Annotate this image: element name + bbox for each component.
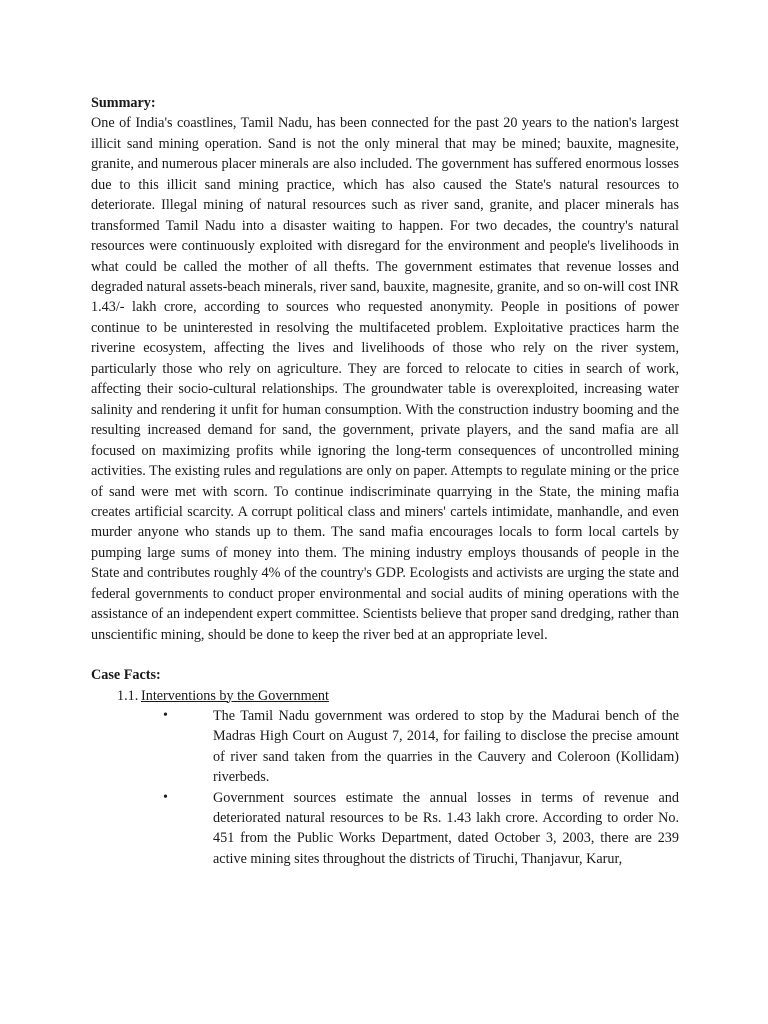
bullet-text: The Tamil Nadu government was ordered to stop by the Madurai bench of the Madras High Court on August 7, 2014, for failing to disclose the precise amount of river sand taken from the quarries in the Cauvery and Coleroon (Kollidam) riverbeds. xyxy=(213,708,679,786)
subsection-number: 1.1. xyxy=(117,687,139,704)
list-item xyxy=(163,706,679,788)
summary-paragraph: One of India's coastlines, Tamil Nadu, has been connected for the past 20 years to the nation's largest illicit sand mining operation. Sand is not the only mineral that may be mined; bauxite, magnesite, granite, and numerous placer minerals are also included. The government has suffered enormous losses due to this illicit sand mining practice, which has also caused the State's natural resources to deteriorate. Illegal mining of natural resources such as river sand, granite, and placer minerals has transformed Tamil Nadu into a disaster waiting to happen. For two decades, the country's natural resources were continuously exploited with disregard for the environment and people's livelihoods in what could be called the mother of all thefts. The government estimates that revenue losses and degraded natural assets-beach minerals, river sand, bauxite, magnesite, granite, and so on-will cost INR 1.43/- lakh crore, according to sources who requested anonymity. People in positions of power continue to be uninterested in resolving the multifaceted problem. Exploitative practices harm the riverine ecosystem, affecting the lives and livelihoods of those who rely on the river system, particularly those who rely on agriculture. They are forced to relocate to cities in search of work, affecting their socio-cultural relationships. The groundwater table is overexploited, increasing water salinity and rendering it unfit for human consumption. With the construction industry booming and the resulting increased demand for sand, the government, private players, and the sand mafia are all focused on maximizing profits while ignoring the long-term consequences of uncontrolled mining activities. The existing rules and regulations are only on paper. Attempts to regulate mining or the price of sand were met with scorn. To continue indiscriminate quarrying in the State, the mining mafia creates artificial scarcity. A corrupt political class and miners' cartels intimidate, manhandle, and even murder anyone who stands up to them. The sand mafia encourages locals to form local cartels by pumping large sums of money into them. The mining industry employs thousands of people in the State and contributes roughly 4% of the country's GDP. Ecologists and activists are urging the state and federal governments to conduct proper environmental and social audits of mining operations with the assistance of an independent expert committee. Scientists believe that proper sand dredging, rather than unscientific mining, should be done to keep the river bed at an appropriate level. xyxy=(91,115,679,643)
list-item xyxy=(163,788,679,870)
bullet-list xyxy=(91,706,679,869)
summary-heading: Summary: xyxy=(91,95,156,111)
case-facts-heading: Case Facts: xyxy=(91,667,161,684)
bullet-text: Government sources estimate the annual losses in terms of revenue and deteriorated natural resources to be Rs. 1.43 lakh crore. According to order No. 451 from the Public Works Department, dated October 3, 2003, there are 239 active mining sites throughout the districts of Tiruchi, Thanjavur, Karur, xyxy=(213,789,679,867)
section-gap xyxy=(91,645,679,665)
document-page xyxy=(91,93,679,869)
subsection-heading xyxy=(91,686,679,706)
subsection-title: Interventions by the Government xyxy=(141,687,329,704)
bullet-icon: • xyxy=(163,708,168,723)
bullet-icon: • xyxy=(163,789,168,805)
